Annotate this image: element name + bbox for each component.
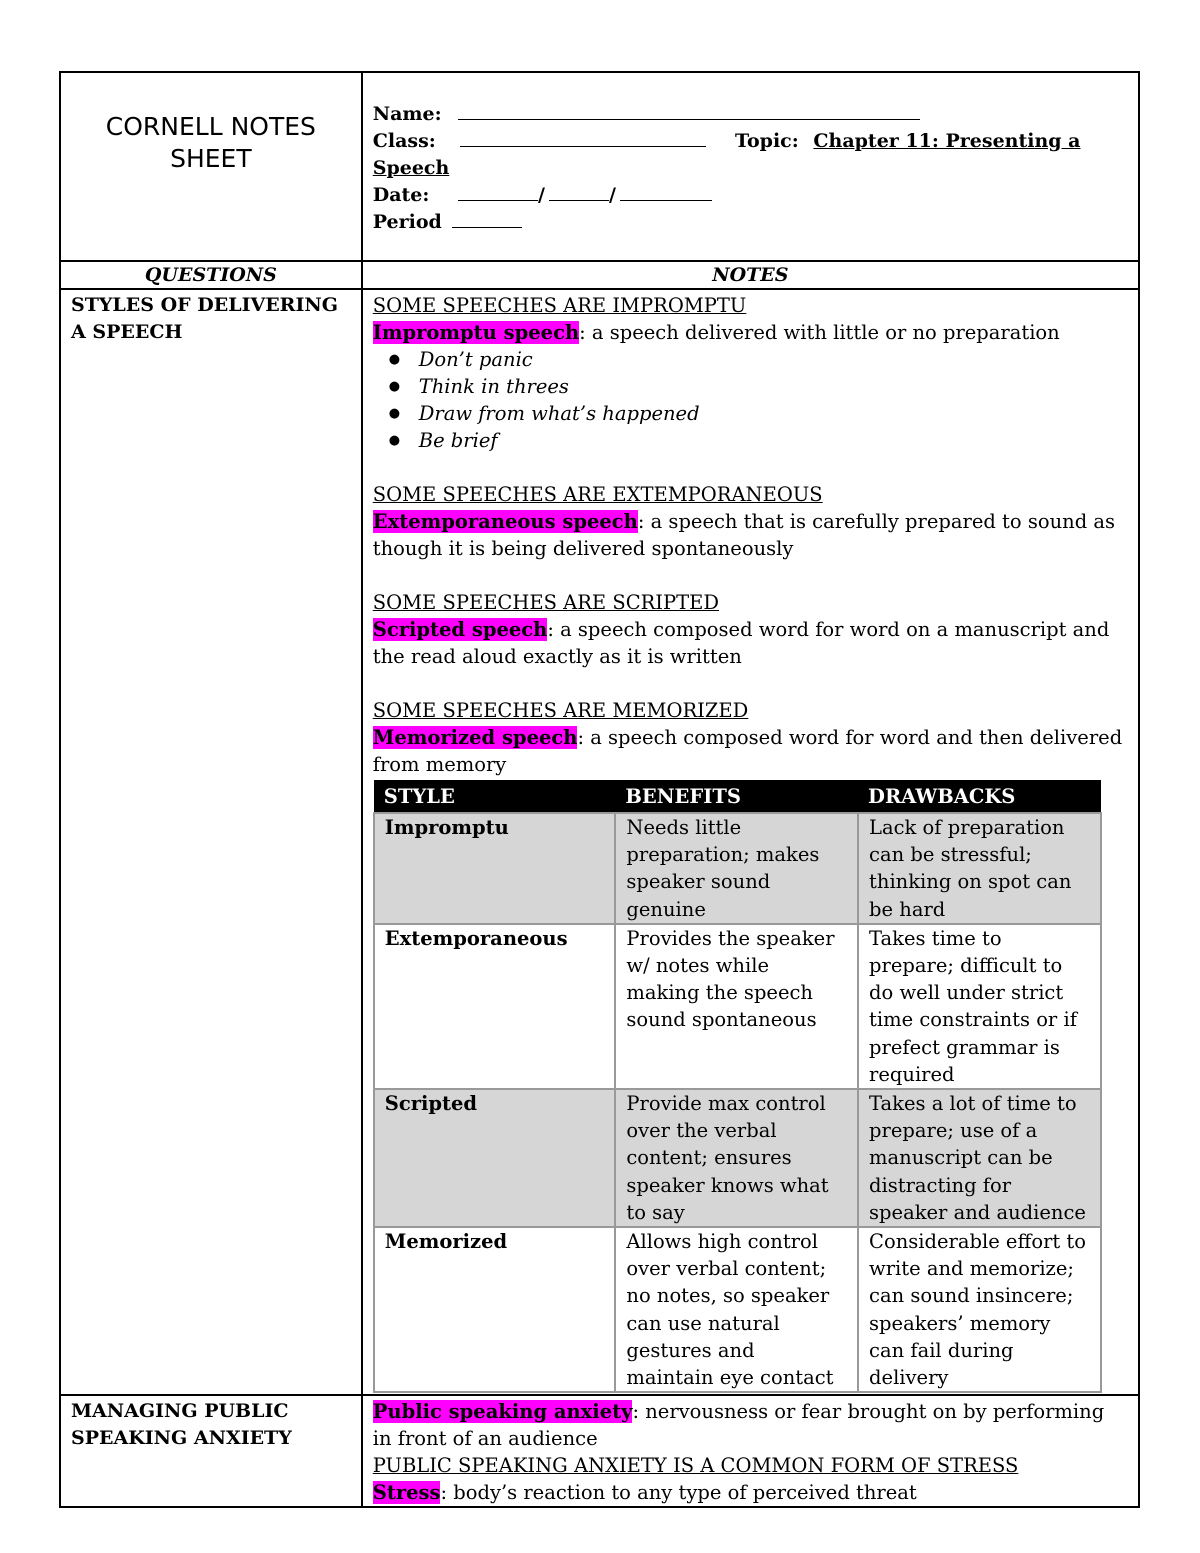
sheet-title: CORNELL NOTES SHEET <box>60 72 362 261</box>
list-item: ● Draw from what’s happened <box>419 400 1128 427</box>
date-label: Date: <box>372 184 430 206</box>
extemporaneous-definition: Extemporaneous speech: a speech that is carefully prepared to sound as though it is being delivered spontaneously <box>372 510 1116 560</box>
list-item: ● Think in threes <box>419 373 1128 400</box>
extemporaneous-heading: SOME SPEECHES ARE EXTEMPORANEOUS <box>372 483 823 506</box>
impromptu-definition: Impromptu speech: a speech delivered with little or no preparation <box>372 321 1060 344</box>
questions-column-header: QUESTIONS <box>60 261 362 289</box>
memorized-definition: Memorized speech: a speech composed word for word and then delivered from memory <box>372 726 1123 776</box>
name-label: Name: <box>372 103 442 125</box>
benefits-cell: Allows high control over verbal content; no notes, so speaker can use natural gestures and maintain eye contact <box>615 1227 858 1392</box>
impromptu-heading: SOME SPEECHES ARE IMPROMPTU <box>372 294 747 317</box>
drawbacks-cell: Takes time to prepare; difficult to do well under strict time constraints or if prefect grammar is required <box>858 924 1101 1089</box>
list-item: ● Be brief <box>419 427 1128 454</box>
class-field[interactable] <box>460 128 706 147</box>
class-label: Class: <box>372 130 436 152</box>
table-row <box>374 924 1101 1089</box>
list-item: ● Don’t panic <box>419 346 1128 373</box>
scripted-heading: SOME SPEECHES ARE SCRIPTED <box>372 591 720 614</box>
date-day-field[interactable] <box>549 182 609 201</box>
memorized-heading: SOME SPEECHES ARE MEMORIZED <box>372 699 749 722</box>
term-highlight: Scripted speech <box>372 618 548 641</box>
scripted-definition: Scripted speech: a speech composed word for word on a manuscript and the read aloud exactly as it is written <box>372 618 1110 668</box>
term-highlight: Impromptu speech <box>372 321 580 344</box>
date-month-field[interactable] <box>458 182 538 201</box>
column-header: DRAWBACKS <box>858 780 1101 813</box>
question-speaking-anxiety: MANAGING PUBLIC SPEAKING ANXIETY <box>60 1395 362 1507</box>
column-header: STYLE <box>374 780 616 813</box>
notes-delivery-styles <box>362 289 1139 1395</box>
period-field[interactable] <box>452 209 522 228</box>
period-label: Period <box>372 211 442 233</box>
question-delivery-styles: STYLES OF DELIVERING A SPEECH <box>60 289 362 1395</box>
table-row <box>374 1227 1101 1392</box>
term-highlight: Stress <box>372 1481 441 1505</box>
date-year-field[interactable] <box>620 182 712 201</box>
period-row <box>373 209 1128 236</box>
stress-definition: Stress: body’s reaction to any type of perceived threat <box>372 1481 917 1505</box>
style-cell: Memorized <box>374 1227 616 1392</box>
topic-label: Topic: <box>735 130 799 152</box>
drawbacks-cell: Lack of preparation can be stressful; thinking on spot can be hard <box>858 813 1101 924</box>
topic-value-continued: Speech <box>372 157 450 179</box>
term-highlight: Memorized speech <box>372 726 578 749</box>
cornell-notes-sheet <box>59 71 1140 1508</box>
student-info <box>362 72 1139 261</box>
table-header-row <box>374 780 1101 813</box>
benefits-cell: Provides the speaker w/ notes while making the speech sound spontaneous <box>615 924 858 1089</box>
name-row <box>373 101 1128 128</box>
drawbacks-cell: Takes a lot of time to prepare; use of a manuscript can be distracting for speaker and audience <box>858 1089 1101 1227</box>
table-row <box>374 813 1101 924</box>
term-highlight: Public speaking anxiety <box>372 1400 633 1424</box>
topic-value: Chapter 11: Presenting a <box>813 130 1081 152</box>
benefits-cell: Needs little preparation; makes speaker sound genuine <box>615 813 858 924</box>
term-highlight: Extemporaneous speech <box>372 510 638 533</box>
style-cell: Extemporaneous <box>374 924 616 1089</box>
stress-heading: PUBLIC SPEAKING ANXIETY IS A COMMON FORM OF STRESS <box>372 1454 1019 1478</box>
notes-column-header: NOTES <box>362 261 1139 289</box>
drawbacks-cell: Considerable effort to write and memorize; can sound insincere; speakers’ memory can fail during delivery <box>858 1227 1101 1392</box>
style-cell: Impromptu <box>374 813 616 924</box>
name-field[interactable] <box>458 101 920 120</box>
impromptu-tips-list <box>373 346 1128 454</box>
anxiety-definition: Public speaking anxiety: nervousness or fear brought on by performing in front of an audience <box>372 1400 1105 1451</box>
style-cell: Scripted <box>374 1089 616 1227</box>
date-row: Date: / / <box>373 182 1128 209</box>
delivery-styles-table <box>373 780 1102 1393</box>
notes-speaking-anxiety <box>362 1395 1139 1507</box>
class-row <box>373 128 1128 155</box>
benefits-cell: Provide max control over the verbal content; ensures speaker knows what to say <box>615 1089 858 1227</box>
table-row <box>374 1089 1101 1227</box>
column-header: BENEFITS <box>615 780 858 813</box>
